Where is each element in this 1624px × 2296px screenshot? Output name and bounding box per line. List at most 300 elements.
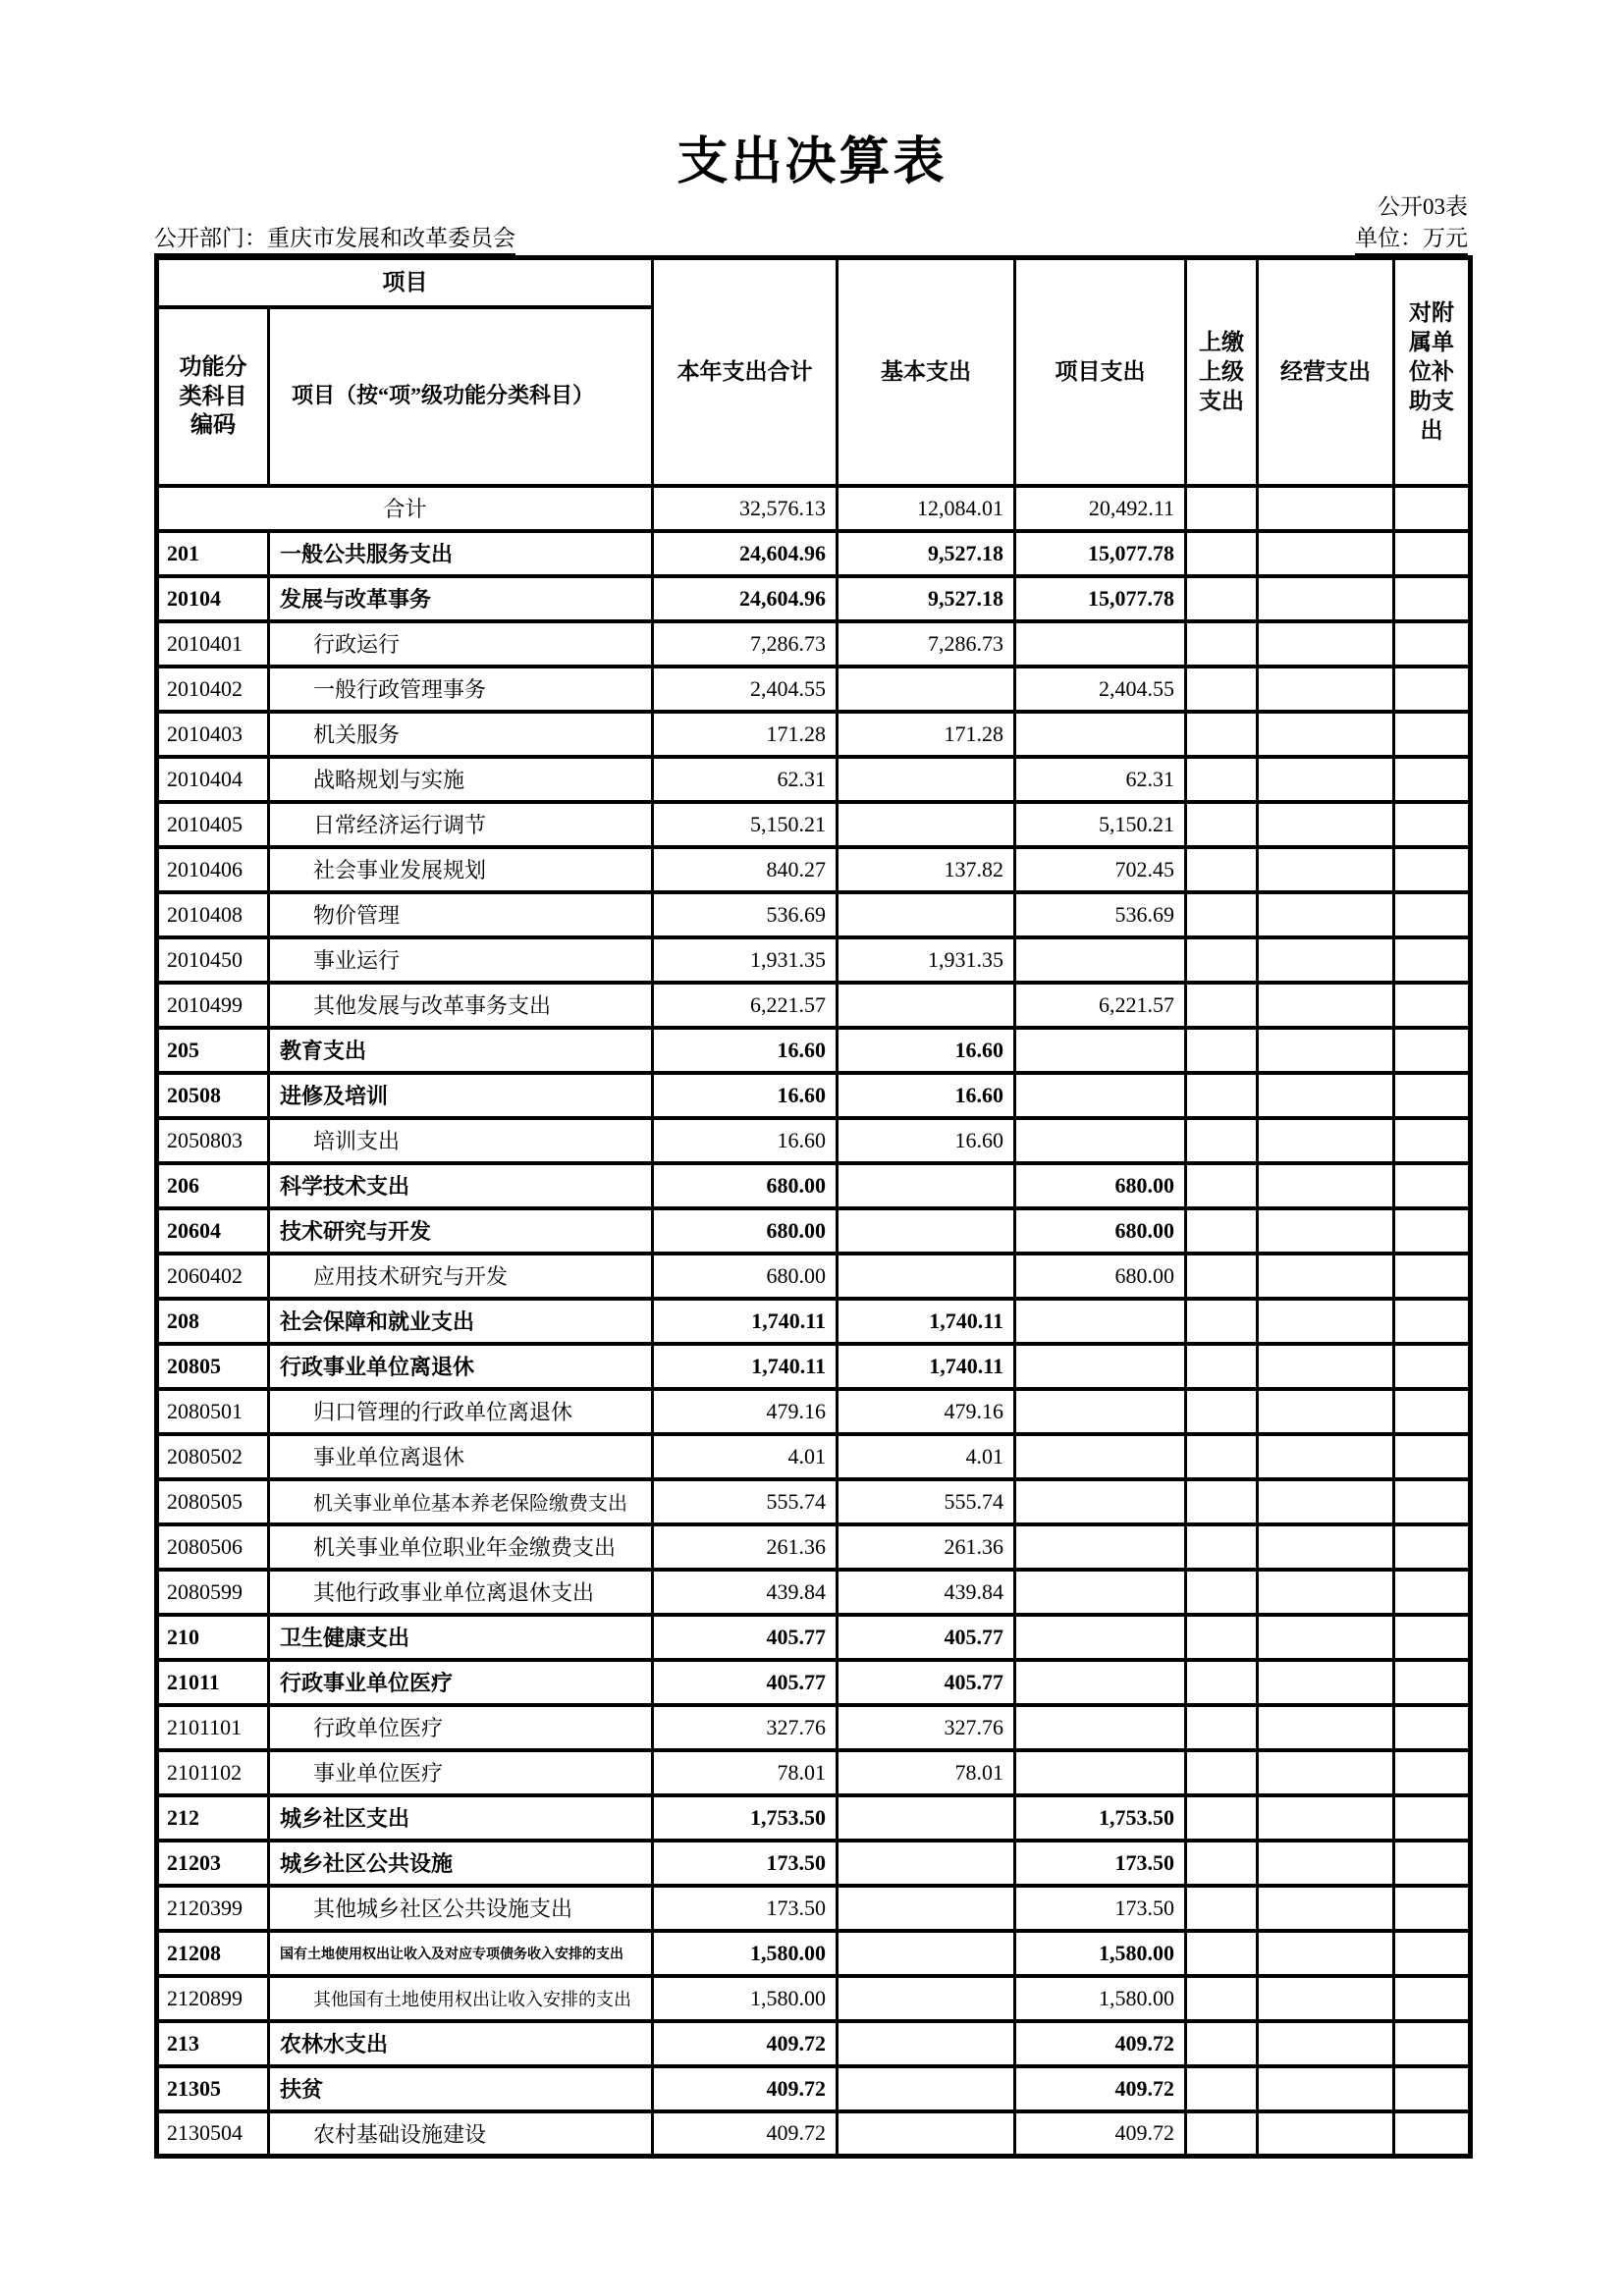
amount-operating <box>1258 1028 1394 1073</box>
amount-basic <box>838 1163 1015 1208</box>
row-item-name: 行政事业单位离退休 <box>269 1344 653 1389</box>
amount-project <box>1015 1344 1186 1389</box>
amount-subsidy <box>1394 937 1471 983</box>
amount-upper <box>1186 1299 1258 1344</box>
row-item-name: 应用技术研究与开发 <box>269 1254 653 1299</box>
amount-basic: 137.82 <box>838 847 1015 892</box>
table-header <box>157 258 1471 486</box>
amount-upper <box>1186 1118 1258 1163</box>
table-row <box>157 983 1471 1028</box>
amount-basic <box>838 1976 1015 2021</box>
table-row <box>157 621 1471 667</box>
amount-project: 1,753.50 <box>1015 1795 1186 1841</box>
row-item-name: 归口管理的行政单位离退休 <box>269 1389 653 1434</box>
amount-subsidy <box>1394 1344 1471 1389</box>
table-row <box>157 576 1471 621</box>
amount-total: 6,221.57 <box>653 983 838 1028</box>
amount-basic: 16.60 <box>838 1118 1015 1163</box>
amount-operating <box>1258 1886 1394 1931</box>
amount-project: 1,580.00 <box>1015 1931 1186 1976</box>
amount-project <box>1015 1389 1186 1434</box>
amount-project <box>1015 1750 1186 1795</box>
amount-subsidy <box>1394 757 1471 802</box>
amount-basic <box>838 757 1015 802</box>
amount-total: 16.60 <box>653 1118 838 1163</box>
amount-basic: 78.01 <box>838 1750 1015 1795</box>
row-function-code: 212 <box>157 1795 269 1841</box>
amount-operating <box>1258 1163 1394 1208</box>
amount-operating <box>1258 1570 1394 1615</box>
row-function-code: 205 <box>157 1028 269 1073</box>
amount-operating <box>1258 892 1394 937</box>
amount-upper <box>1186 1570 1258 1615</box>
row-item-name: 发展与改革事务 <box>269 576 653 621</box>
amount-project <box>1015 621 1186 667</box>
table-row <box>157 486 1471 531</box>
row-item-name: 其他行政事业单位离退休支出 <box>269 1570 653 1615</box>
amount-upper <box>1186 1660 1258 1705</box>
department-label: 公开部门：重庆市发展和改革委员会 <box>154 220 515 256</box>
row-item-name: 日常经济运行调节 <box>269 802 653 847</box>
amount-total: 680.00 <box>653 1208 838 1254</box>
table-row <box>157 1434 1471 1479</box>
amount-basic <box>838 1886 1015 1931</box>
table-row <box>157 1524 1471 1570</box>
amount-total: 173.50 <box>653 1841 838 1886</box>
table-row <box>157 531 1471 576</box>
row-item-name: 社会事业发展规划 <box>269 847 653 892</box>
header-total-expenditure: 本年支出合计 <box>653 258 838 486</box>
amount-upper <box>1186 1434 1258 1479</box>
amount-basic <box>838 667 1015 712</box>
row-item-name: 其他发展与改革事务支出 <box>269 983 653 1028</box>
row-item-name: 其他国有土地使用权出让收入安排的支出 <box>269 1976 653 2021</box>
amount-project <box>1015 1615 1186 1660</box>
amount-subsidy <box>1394 1389 1471 1434</box>
row-item-name: 卫生健康支出 <box>269 1615 653 1660</box>
row-function-code: 20104 <box>157 576 269 621</box>
amount-subsidy <box>1394 712 1471 757</box>
amount-subsidy <box>1394 2066 1471 2111</box>
unit-label: 单位：万元 <box>1355 220 1468 256</box>
amount-subsidy <box>1394 1570 1471 1615</box>
amount-upper <box>1186 1841 1258 1886</box>
amount-upper <box>1186 1479 1258 1524</box>
meta-row <box>154 220 1468 256</box>
table-row <box>157 2021 1471 2066</box>
row-function-code: 21011 <box>157 1660 269 1705</box>
amount-subsidy <box>1394 1795 1471 1841</box>
amount-total: 171.28 <box>653 712 838 757</box>
amount-total: 439.84 <box>653 1570 838 1615</box>
amount-basic: 1,740.11 <box>838 1344 1015 1389</box>
amount-basic: 405.77 <box>838 1660 1015 1705</box>
row-item-name: 事业运行 <box>269 937 653 983</box>
amount-operating <box>1258 1795 1394 1841</box>
amount-project: 6,221.57 <box>1015 983 1186 1028</box>
amount-total: 409.72 <box>653 2021 838 2066</box>
row-item-name: 科学技术支出 <box>269 1163 653 1208</box>
amount-subsidy <box>1394 2021 1471 2066</box>
table-row <box>157 1750 1471 1795</box>
header-subsidy-to-affiliates: 对附属单位补助支出 <box>1394 258 1471 486</box>
amount-operating <box>1258 847 1394 892</box>
amount-basic: 479.16 <box>838 1389 1015 1434</box>
amount-subsidy <box>1394 1073 1471 1118</box>
table-row <box>157 1886 1471 1931</box>
amount-operating <box>1258 1479 1394 1524</box>
table-row <box>157 802 1471 847</box>
amount-upper <box>1186 1976 1258 2021</box>
amount-operating <box>1258 2111 1394 2157</box>
table-row <box>157 1208 1471 1254</box>
amount-subsidy <box>1394 1479 1471 1524</box>
row-function-code: 2010401 <box>157 621 269 667</box>
row-function-code: 2120399 <box>157 1886 269 1931</box>
amount-upper <box>1186 1028 1258 1073</box>
table-row <box>157 1479 1471 1524</box>
row-item-name: 战略规划与实施 <box>269 757 653 802</box>
amount-project: 536.69 <box>1015 892 1186 937</box>
amount-basic: 327.76 <box>838 1705 1015 1750</box>
amount-basic <box>838 2021 1015 2066</box>
amount-project: 15,077.78 <box>1015 531 1186 576</box>
row-item-name: 进修及培训 <box>269 1073 653 1118</box>
amount-basic <box>838 1841 1015 1886</box>
amount-project <box>1015 1524 1186 1570</box>
amount-basic: 7,286.73 <box>838 621 1015 667</box>
row-function-code: 2060402 <box>157 1254 269 1299</box>
amount-subsidy <box>1394 1886 1471 1931</box>
row-item-name: 扶贫 <box>269 2066 653 2111</box>
amount-total: 409.72 <box>653 2066 838 2111</box>
amount-total: 536.69 <box>653 892 838 937</box>
row-function-code: 2010499 <box>157 983 269 1028</box>
table-row <box>157 1976 1471 2021</box>
row-item-name: 农村基础设施建设 <box>269 2111 653 2157</box>
amount-subsidy <box>1394 1299 1471 1344</box>
row-function-code: 2010404 <box>157 757 269 802</box>
table-row <box>157 1841 1471 1886</box>
amount-project: 409.72 <box>1015 2066 1186 2111</box>
amount-subsidy <box>1394 486 1471 531</box>
amount-basic: 9,527.18 <box>838 576 1015 621</box>
amount-basic <box>838 1931 1015 1976</box>
table-row <box>157 847 1471 892</box>
row-function-code: 2101102 <box>157 1750 269 1795</box>
amount-project: 5,150.21 <box>1015 802 1186 847</box>
amount-operating <box>1258 1299 1394 1344</box>
amount-operating <box>1258 712 1394 757</box>
amount-basic: 405.77 <box>838 1615 1015 1660</box>
amount-subsidy <box>1394 1615 1471 1660</box>
table-row <box>157 1705 1471 1750</box>
row-function-code: 2080502 <box>157 1434 269 1479</box>
amount-subsidy <box>1394 621 1471 667</box>
amount-operating <box>1258 1750 1394 1795</box>
amount-subsidy <box>1394 667 1471 712</box>
row-item-name: 物价管理 <box>269 892 653 937</box>
amount-upper <box>1186 1389 1258 1434</box>
row-function-code: 2010405 <box>157 802 269 847</box>
amount-total: 62.31 <box>653 757 838 802</box>
row-function-code: 2010403 <box>157 712 269 757</box>
row-function-code: 2010408 <box>157 892 269 937</box>
amount-total: 261.36 <box>653 1524 838 1570</box>
amount-upper <box>1186 531 1258 576</box>
amount-basic <box>838 892 1015 937</box>
amount-operating <box>1258 1841 1394 1886</box>
row-function-code: 2050803 <box>157 1118 269 1163</box>
amount-total: 840.27 <box>653 847 838 892</box>
table-body <box>157 486 1471 2157</box>
amount-subsidy <box>1394 1028 1471 1073</box>
row-item-name: 事业单位离退休 <box>269 1434 653 1479</box>
amount-basic <box>838 983 1015 1028</box>
amount-subsidy <box>1394 983 1471 1028</box>
row-item-name: 机关事业单位基本养老保险缴费支出 <box>269 1479 653 1524</box>
table-row <box>157 757 1471 802</box>
amount-basic: 555.74 <box>838 1479 1015 1524</box>
amount-upper <box>1186 1615 1258 1660</box>
table-row <box>157 1615 1471 1660</box>
amount-upper <box>1186 2111 1258 2157</box>
amount-upper <box>1186 1750 1258 1795</box>
amount-basic: 12,084.01 <box>838 486 1015 531</box>
amount-upper <box>1186 2021 1258 2066</box>
amount-total: 409.72 <box>653 2111 838 2157</box>
header-operating-expenditure: 经营支出 <box>1258 258 1394 486</box>
amount-upper <box>1186 1524 1258 1570</box>
amount-basic: 261.36 <box>838 1524 1015 1570</box>
amount-operating <box>1258 667 1394 712</box>
amount-basic <box>838 1208 1015 1254</box>
amount-project <box>1015 1479 1186 1524</box>
amount-operating <box>1258 1389 1394 1434</box>
amount-upper <box>1186 486 1258 531</box>
amount-upper <box>1186 983 1258 1028</box>
amount-total: 405.77 <box>653 1615 838 1660</box>
row-item-name: 城乡社区公共设施 <box>269 1841 653 1886</box>
amount-upper <box>1186 2066 1258 2111</box>
amount-upper <box>1186 1344 1258 1389</box>
amount-project: 20,492.11 <box>1015 486 1186 531</box>
amount-operating <box>1258 576 1394 621</box>
amount-total: 1,580.00 <box>653 1976 838 2021</box>
amount-project <box>1015 937 1186 983</box>
row-function-code: 208 <box>157 1299 269 1344</box>
row-item-name: 国有土地使用权出让收入及对应专项债务收入安排的支出 <box>269 1931 653 1976</box>
row-item-name: 机关服务 <box>269 712 653 757</box>
expenditure-table <box>154 255 1473 2159</box>
amount-total: 4.01 <box>653 1434 838 1479</box>
amount-operating <box>1258 2021 1394 2066</box>
amount-project <box>1015 1434 1186 1479</box>
amount-project <box>1015 712 1186 757</box>
amount-total: 1,753.50 <box>653 1795 838 1841</box>
row-item-name: 行政单位医疗 <box>269 1705 653 1750</box>
row-function-code: 201 <box>157 531 269 576</box>
row-function-code: 2080505 <box>157 1479 269 1524</box>
row-item-name: 社会保障和就业支出 <box>269 1299 653 1344</box>
row-function-code: 206 <box>157 1163 269 1208</box>
amount-operating <box>1258 1254 1394 1299</box>
table-row <box>157 1028 1471 1073</box>
row-function-code: 2010402 <box>157 667 269 712</box>
amount-project <box>1015 1028 1186 1073</box>
amount-upper <box>1186 1073 1258 1118</box>
amount-subsidy <box>1394 1750 1471 1795</box>
amount-upper <box>1186 1705 1258 1750</box>
amount-project: 702.45 <box>1015 847 1186 892</box>
header-item-name: 项目（按“项”级功能分类科目） <box>269 307 653 486</box>
header-upper-level-payment: 上缴上级支出 <box>1186 258 1258 486</box>
amount-project: 409.72 <box>1015 2111 1186 2157</box>
row-function-code: 210 <box>157 1615 269 1660</box>
amount-operating <box>1258 1660 1394 1705</box>
row-function-code: 2010406 <box>157 847 269 892</box>
row-function-code: 213 <box>157 2021 269 2066</box>
row-item-name: 城乡社区支出 <box>269 1795 653 1841</box>
amount-project: 680.00 <box>1015 1254 1186 1299</box>
amount-upper <box>1186 937 1258 983</box>
table-row <box>157 1299 1471 1344</box>
amount-basic <box>838 2111 1015 2157</box>
row-item-name: 机关事业单位职业年金缴费支出 <box>269 1524 653 1570</box>
amount-total: 1,580.00 <box>653 1931 838 1976</box>
amount-project <box>1015 1570 1186 1615</box>
amount-operating <box>1258 531 1394 576</box>
amount-project <box>1015 1660 1186 1705</box>
amount-operating <box>1258 1434 1394 1479</box>
amount-subsidy <box>1394 1163 1471 1208</box>
amount-subsidy <box>1394 1208 1471 1254</box>
table-row <box>157 2066 1471 2111</box>
header-function-code: 功能分类科目编码 <box>157 307 269 486</box>
row-function-code: 2080506 <box>157 1524 269 1570</box>
amount-subsidy <box>1394 1976 1471 2021</box>
amount-subsidy <box>1394 847 1471 892</box>
amount-operating <box>1258 1976 1394 2021</box>
amount-operating <box>1258 802 1394 847</box>
amount-total: 405.77 <box>653 1660 838 1705</box>
amount-upper <box>1186 1208 1258 1254</box>
amount-subsidy <box>1394 1660 1471 1705</box>
row-function-code: 2010450 <box>157 937 269 983</box>
row-function-code: 21305 <box>157 2066 269 2111</box>
row-item-name: 行政事业单位医疗 <box>269 1660 653 1705</box>
amount-upper <box>1186 757 1258 802</box>
amount-upper <box>1186 892 1258 937</box>
amount-total: 2,404.55 <box>653 667 838 712</box>
amount-operating <box>1258 2066 1394 2111</box>
row-item-name: 一般公共服务支出 <box>269 531 653 576</box>
table-row <box>157 892 1471 937</box>
amount-project <box>1015 1299 1186 1344</box>
row-item-name: 培训支出 <box>269 1118 653 1163</box>
amount-upper <box>1186 1254 1258 1299</box>
row-item-name: 技术研究与开发 <box>269 1208 653 1254</box>
amount-basic: 171.28 <box>838 712 1015 757</box>
amount-subsidy <box>1394 1434 1471 1479</box>
amount-operating <box>1258 1931 1394 1976</box>
amount-total: 32,576.13 <box>653 486 838 531</box>
amount-total: 24,604.96 <box>653 576 838 621</box>
amount-project: 2,404.55 <box>1015 667 1186 712</box>
table-row <box>157 1344 1471 1389</box>
amount-upper <box>1186 621 1258 667</box>
amount-subsidy <box>1394 1931 1471 1976</box>
amount-project: 173.50 <box>1015 1841 1186 1886</box>
amount-upper <box>1186 1795 1258 1841</box>
amount-total: 5,150.21 <box>653 802 838 847</box>
amount-project <box>1015 1073 1186 1118</box>
amount-project <box>1015 1118 1186 1163</box>
table-row <box>157 1795 1471 1841</box>
row-function-code: 2101101 <box>157 1705 269 1750</box>
row-item-name: 事业单位医疗 <box>269 1750 653 1795</box>
amount-upper <box>1186 1886 1258 1931</box>
row-function-code: 20805 <box>157 1344 269 1389</box>
amount-subsidy <box>1394 802 1471 847</box>
table-row <box>157 667 1471 712</box>
table-row <box>157 1660 1471 1705</box>
amount-project: 409.72 <box>1015 2021 1186 2066</box>
amount-total: 1,740.11 <box>653 1299 838 1344</box>
amount-total: 78.01 <box>653 1750 838 1795</box>
table-row <box>157 2111 1471 2157</box>
row-function-code: 21203 <box>157 1841 269 1886</box>
amount-operating <box>1258 1615 1394 1660</box>
table-row <box>157 1254 1471 1299</box>
amount-total: 1,931.35 <box>653 937 838 983</box>
header-basic-expenditure: 基本支出 <box>838 258 1015 486</box>
amount-subsidy <box>1394 1841 1471 1886</box>
table-row <box>157 1118 1471 1163</box>
amount-basic: 1,931.35 <box>838 937 1015 983</box>
amount-operating <box>1258 1118 1394 1163</box>
table-row <box>157 937 1471 983</box>
amount-operating <box>1258 1073 1394 1118</box>
amount-subsidy <box>1394 531 1471 576</box>
amount-basic: 16.60 <box>838 1073 1015 1118</box>
amount-total: 1,740.11 <box>653 1344 838 1389</box>
row-function-code: 20604 <box>157 1208 269 1254</box>
amount-operating <box>1258 757 1394 802</box>
amount-upper <box>1186 1931 1258 1976</box>
table-row <box>157 1163 1471 1208</box>
amount-basic: 1,740.11 <box>838 1299 1015 1344</box>
row-total-label: 合计 <box>157 486 653 531</box>
amount-subsidy <box>1394 1118 1471 1163</box>
row-function-code: 2080501 <box>157 1389 269 1434</box>
amount-operating <box>1258 983 1394 1028</box>
amount-subsidy <box>1394 2111 1471 2157</box>
amount-basic <box>838 2066 1015 2111</box>
amount-total: 24,604.96 <box>653 531 838 576</box>
amount-subsidy <box>1394 892 1471 937</box>
amount-subsidy <box>1394 576 1471 621</box>
amount-basic: 16.60 <box>838 1028 1015 1073</box>
amount-total: 680.00 <box>653 1163 838 1208</box>
amount-upper <box>1186 1163 1258 1208</box>
page-title: 支出决算表 <box>677 134 947 190</box>
table-row <box>157 1389 1471 1434</box>
table-row <box>157 1570 1471 1615</box>
amount-total: 555.74 <box>653 1479 838 1524</box>
amount-operating <box>1258 486 1394 531</box>
row-item-name: 行政运行 <box>269 621 653 667</box>
